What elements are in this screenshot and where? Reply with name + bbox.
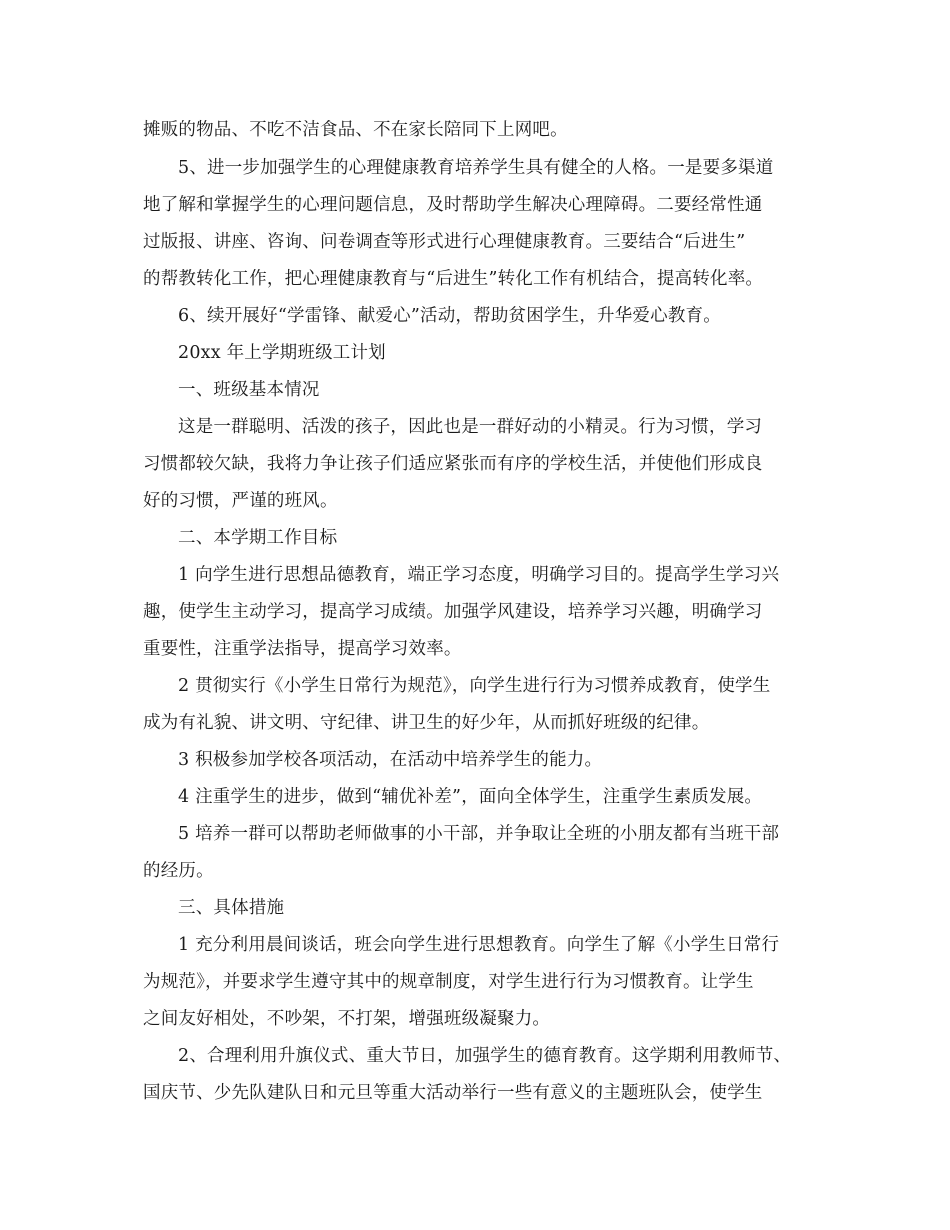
text-line: 之间友好相处，不吵架，不打架，增强班级凝聚力。: [143, 1009, 551, 1029]
text-line: 成为有礼貌、讲文明、守纪律、讲卫生的好少年，从而抓好班级的纪律。: [143, 713, 710, 733]
text-line: 摊贩的物品、不吃不洁食品、不在家长陪同下上网吧。: [143, 120, 568, 140]
text-line: 趣，使学生主动学习，提高学习成绩。加强学风建设，培养学习兴趣，明确学习: [143, 602, 763, 622]
section-heading: 三、具体措施: [178, 898, 285, 918]
text-line: 地了解和掌握学生的心理问题信息，及时帮助学生解决心理障碍。二要经常性通: [143, 195, 763, 215]
text-line: 这是一群聪明、活泼的孩子，因此也是一群好动的小精灵。行为习惯，学习: [178, 417, 763, 437]
text-line: 1 充分利用晨间谈话，班会向学生进行思想教育。向学生了解《小学生日常行: [178, 935, 780, 955]
text-line: 为规范》，并要求学生遵守其中的规章制度，对学生进行行为习惯教育。让学生: [143, 972, 754, 992]
text-line: 重要性，注重学法指导，提高学习效率。: [143, 639, 462, 659]
text-line: 5、进一步加强学生的心理健康教育培养学生具有健全的人格。一是要多渠道: [178, 158, 774, 178]
text-line: 过版报、讲座、咨询、问卷调查等形式进行心理健康教育。三要结合“后进生”: [143, 232, 746, 252]
text-line: 2 贯彻实行《小学生日常行为规范》，向学生进行行为习惯养成教育，使学生: [178, 676, 771, 696]
text-line: 4 注重学生的进步，做到“辅优补差”，面向全体学生，注重学生素质发展。: [178, 787, 763, 807]
section-heading: 二、本学期工作目标: [178, 528, 338, 548]
text-line: 好的习惯，严谨的班风。: [143, 491, 338, 511]
text-line: 5 培养一群可以帮助老师做事的小干部，并争取让全班的小朋友都有当班干部: [178, 824, 780, 844]
plan-title: 20xx 年上学期班级工计划: [178, 343, 386, 363]
text-line: 6、续开展好“学雷锋、献爱心”活动，帮助贫困学生，升华爱心教育。: [178, 306, 721, 326]
text-line: 的帮教转化工作，把心理健康教育与“后进生”转化工作有机结合，提高转化率。: [143, 269, 764, 289]
text-line: 1 向学生进行思想品德教育，端正学习态度，明确学习目的。提高学生学习兴: [178, 565, 780, 585]
section-heading: 一、班级基本情况: [178, 380, 320, 400]
text-line: 2、合理利用升旗仪式、重大节日，加强学生的德育教育。这学期利用教师节、: [178, 1046, 792, 1066]
text-line: 国庆节、少先队建队日和元旦等重大活动举行一些有意义的主题班队会，使学生: [143, 1083, 763, 1103]
text-line: 的经历。: [143, 861, 214, 881]
text-line: 3 积极参加学校各项活动，在活动中培养学生的能力。: [178, 750, 603, 770]
text-line: 习惯都较欠缺，我将力争让孩子们适应紧张而有序的学校生活，并使他们形成良: [143, 454, 763, 474]
